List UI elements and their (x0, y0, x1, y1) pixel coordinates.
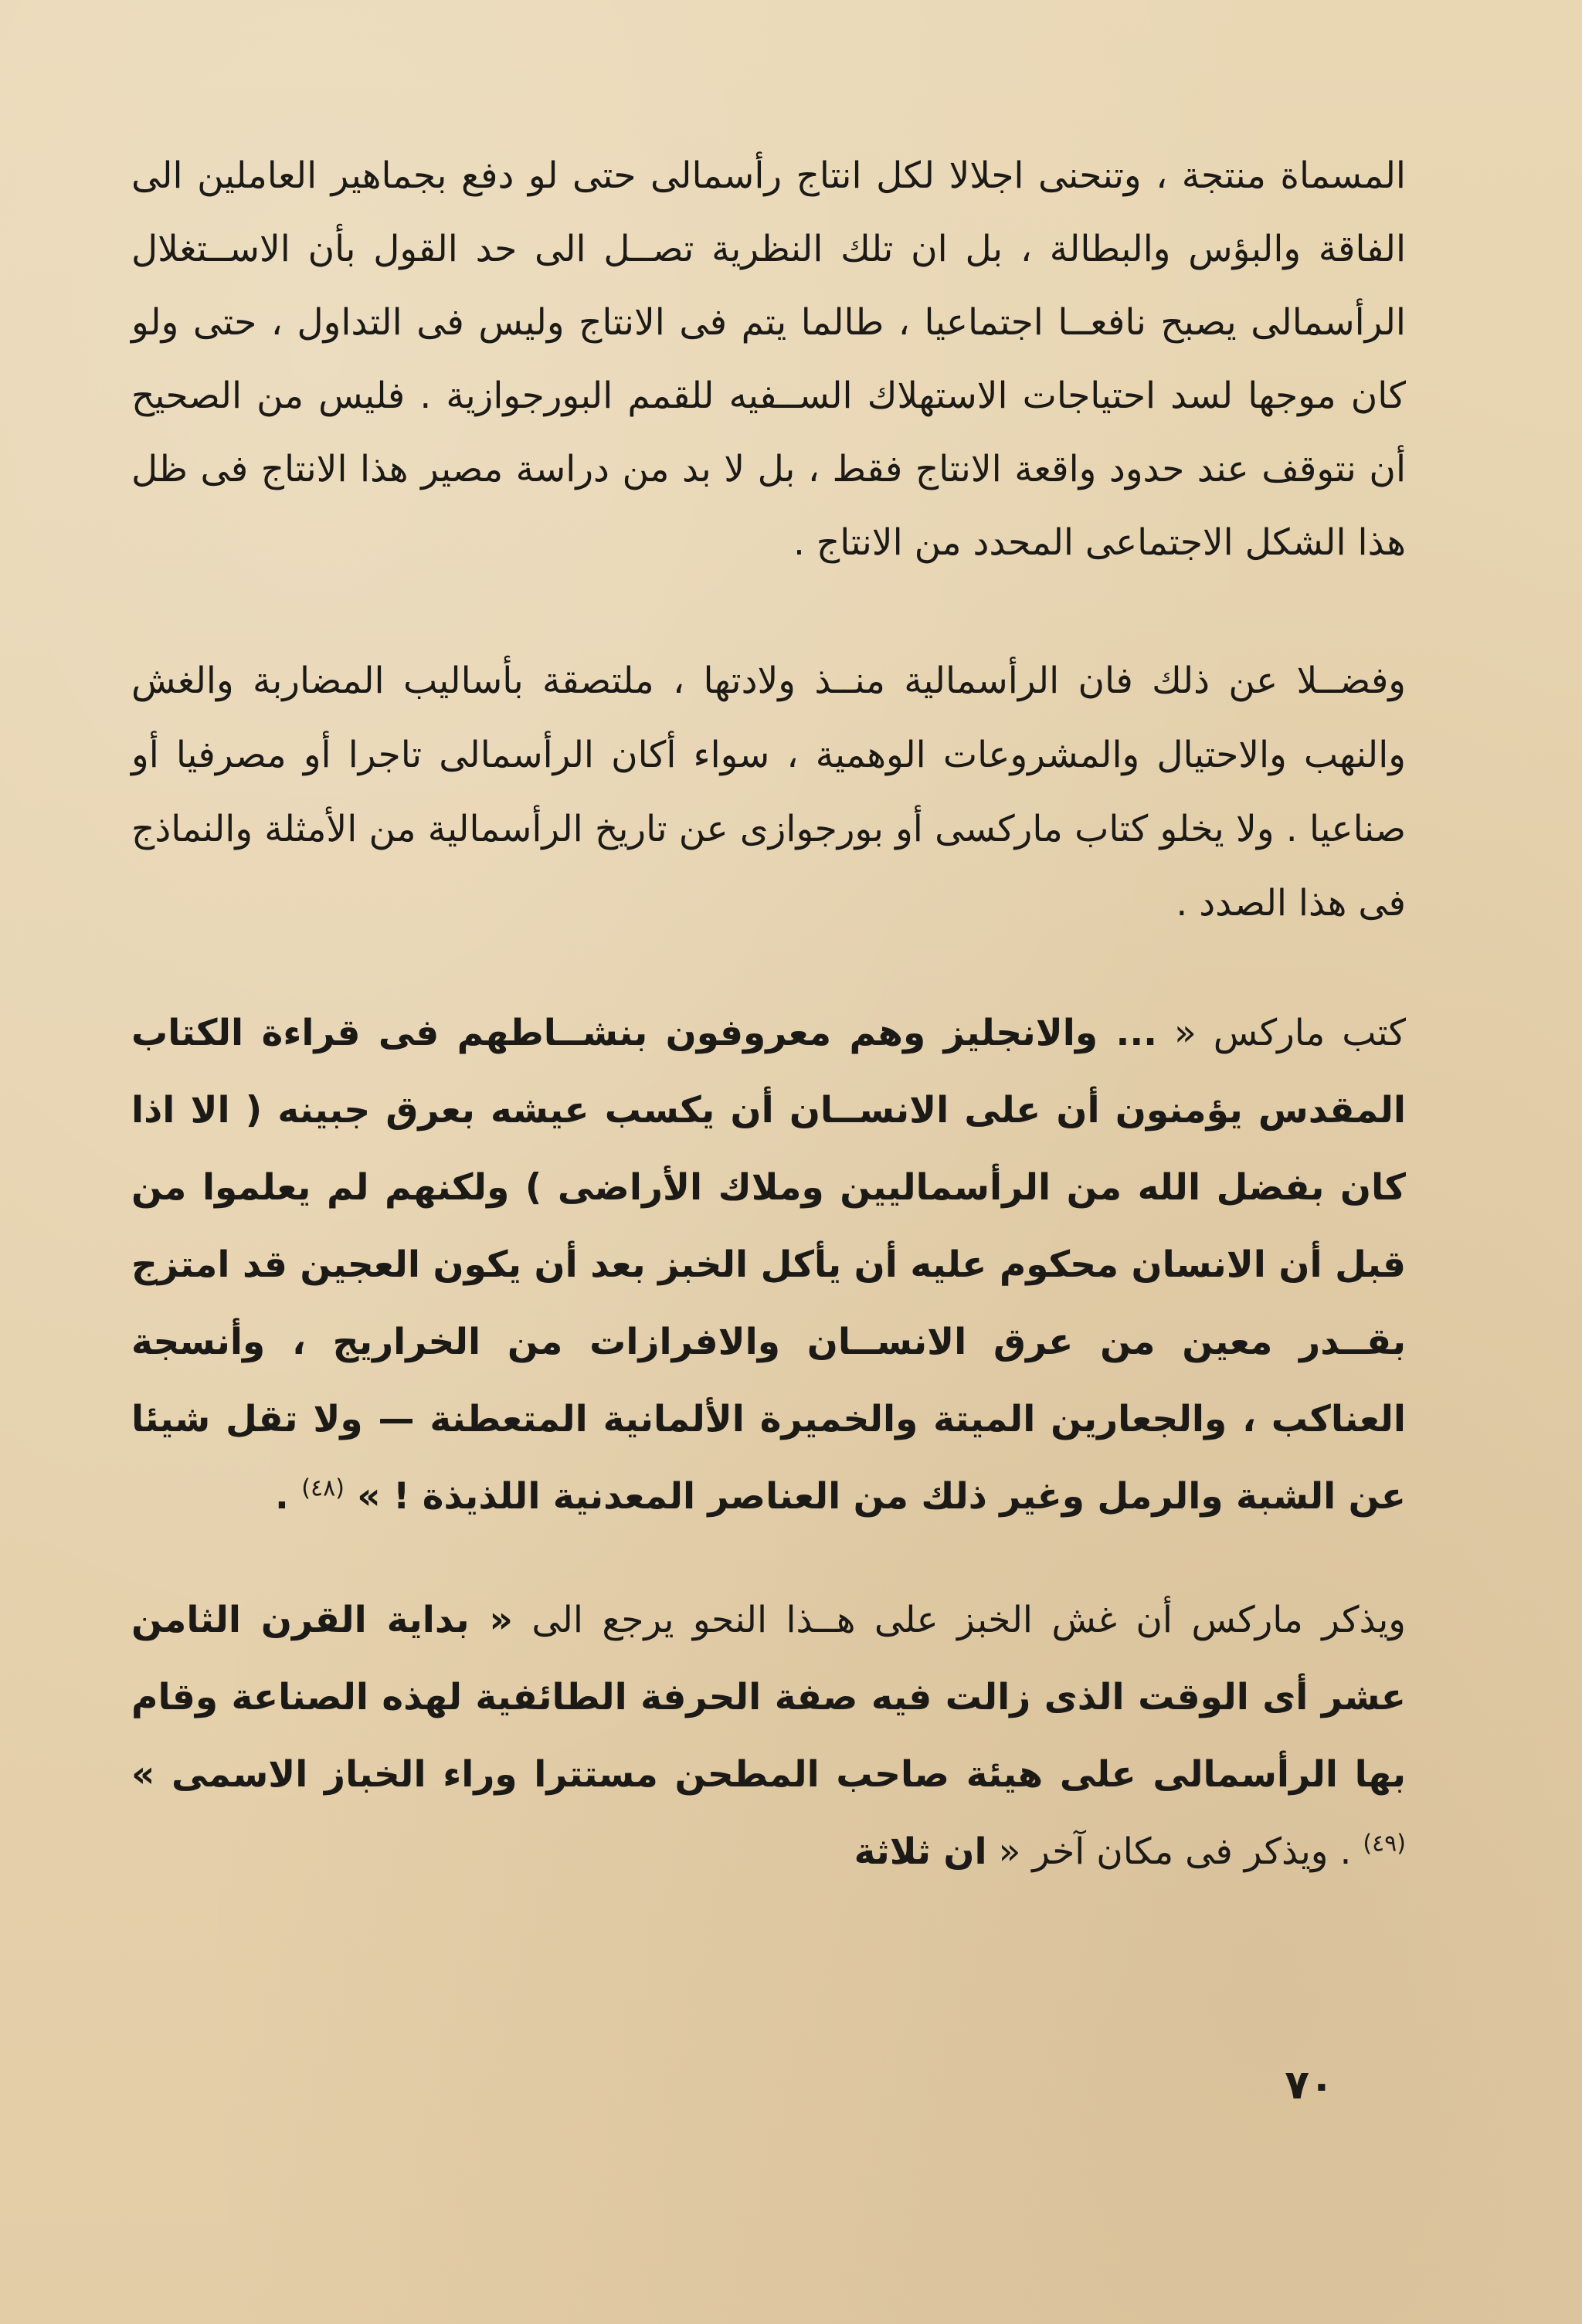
footnote-ref-49: (٤٩) (1363, 1830, 1406, 1858)
paragraph-4 (131, 1582, 1406, 1891)
paragraph-3-end: . (275, 1475, 302, 1518)
marx-quote-1: ... والانجليز وهم معروفون بنشــاطهم فى قراءة الكتاب المقدس يؤمنون أن على الانســان أن يكسب عيشه بعرق جبينه ( الا اذا كان بفضل الله من الرأسماليين وملاك الأراضى ) ولكنهم لم يعلموا من قبل أن الانسان محكوم عليه أن يأكل الخبز بعد أن يكون العجين قد امتزج بقــدر معين من عرق الانســان والافرازات من الخراريج ، وأنسجة العناكب ، والجعارين الميتة والخميرة الألمانية المتعطنة — ولا تقل شيئا عن الشبة والرمل وغير ذلك من العناصر المعدنية اللذيذة ! » (131, 1012, 1406, 1518)
paragraph-1: المسماة منتجة ، وتنحنى اجلالا لكل انتاج رأسمالى حتى لو دفع بجماهير العاملين الى الفاقة والبؤس والبطالة ، بل ان تلك النظرية تصــل الى حد القول بأن الاســتغلال الرأسمالى يصبح نافعــا اجتماعيا ، طالما يتم فى الانتاج وليس فى التداول ، حتى ولو كان موجها لسد احتياجات الاستهلاك الســفيه للقمم البورجوازية . فليس من الصحيح أن نتوقف عند حدود واقعة الانتاج فقط ، بل لا بد من دراسة مصير هذا الانتاج فى ظل هذا الشكل الاجتماعى المحدد من الانتاج . (131, 154, 1406, 564)
paragraph-4-mid: . ويذكر فى مكان آخر « (986, 1830, 1363, 1873)
page-number: ٧٠ (1285, 2062, 1334, 2109)
footnote-ref-48: (٤٨) (301, 1474, 345, 1502)
page-body (131, 139, 1406, 2271)
paragraph-4-intro: ويذكر ماركس أن غش الخبز على هــذا النحو يرجع الى (512, 1599, 1406, 1641)
paragraph-3-intro: كتب ماركس « (1157, 1012, 1406, 1054)
marx-quote-2: « بداية القرن الثامن عشر أى الوقت الذى زالت فيه صفة الحرفة الطائفية لهذه الصناعة وقام بها الرأسمالى على هيئة صاحب المطحن مستترا وراء الخباز الاسمى » (131, 1599, 1406, 1796)
paragraph-3 (131, 995, 1406, 1535)
paragraph-4-tail: ان ثلاثة (854, 1830, 987, 1873)
paragraph-2: وفضــلا عن ذلك فان الرأسمالية منــذ ولادتها ، ملتصقة بأساليب المضاربة والغش والنهب والاحتيال والمشروعات الوهمية ، سواء أكان الرأسمالى تاجرا أو مصرفيا أو صناعيا . ولا يخلو كتاب ماركسى أو بورجوازى عن تاريخ الرأسمالية من الأمثلة والنماذج فى هذا الصدد . (131, 660, 1406, 925)
